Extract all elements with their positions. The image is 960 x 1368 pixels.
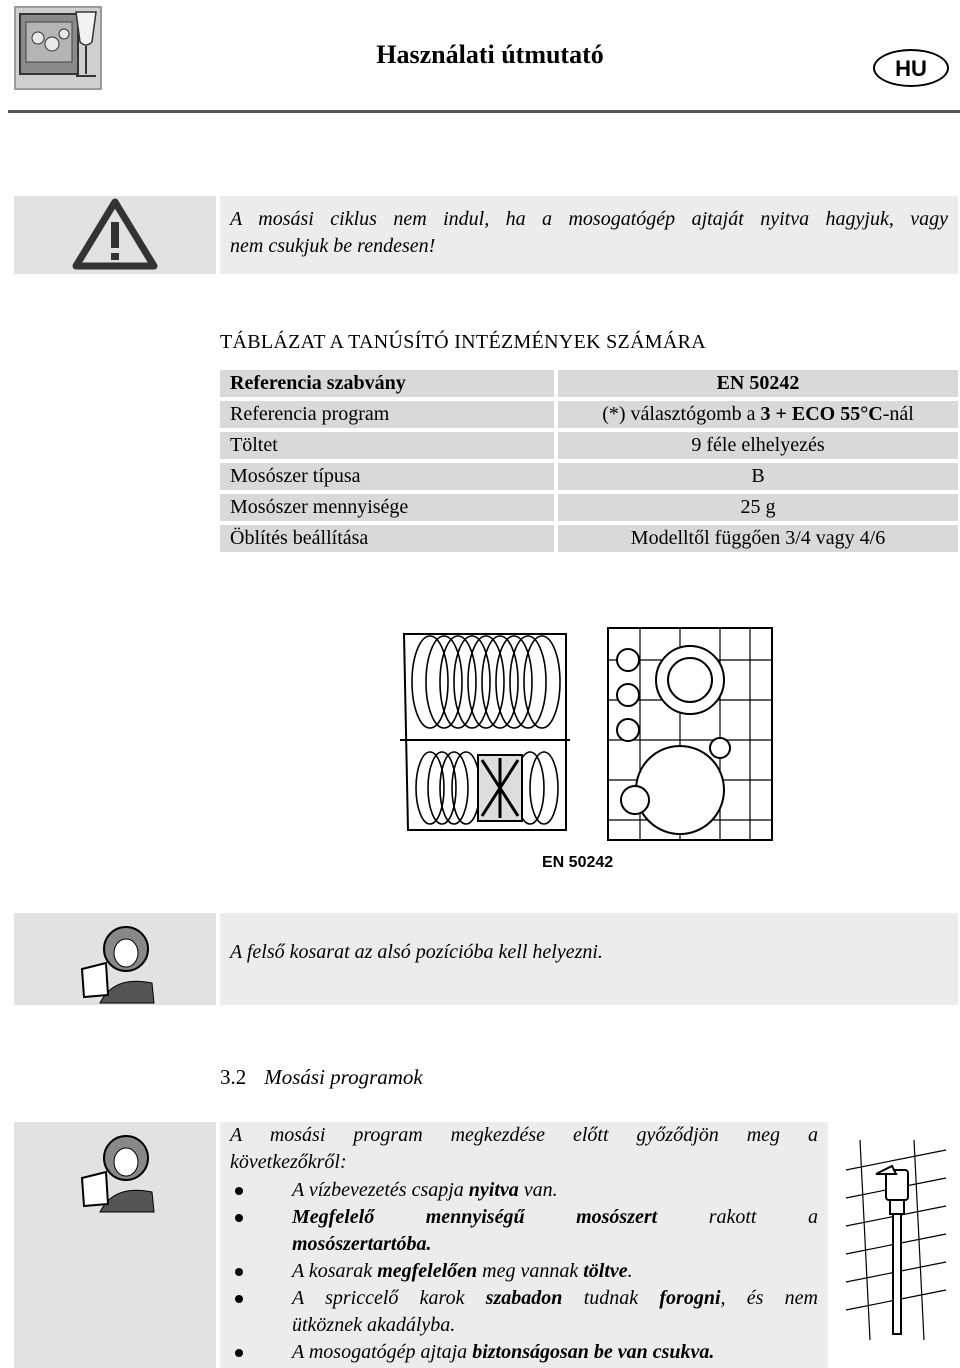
bullet-icon	[235, 1268, 243, 1276]
warning-triangle-icon	[14, 196, 216, 274]
cert-table	[220, 370, 958, 556]
row-value: B	[558, 463, 958, 490]
table-row	[220, 370, 958, 401]
warning-note	[220, 196, 958, 274]
row-value: 9 féle elhelyezés	[558, 432, 958, 459]
water-tap-illustration	[836, 1140, 956, 1340]
tip-icon-cell	[14, 913, 216, 1005]
warning-text-line1: A mosási ciklus nem indul, ha a mosogatógép ajtaját nyitva hagyjuk, vagy	[230, 208, 948, 230]
tip-text: A felső kosarat az alsó pozícióba kell helyezni.	[230, 941, 603, 963]
row-label: Referencia program	[220, 401, 554, 428]
water-tap-icon	[836, 1140, 956, 1340]
dishwasher-glass-logo-icon	[16, 8, 100, 88]
manual-logo	[14, 6, 102, 90]
row-label: Mosószer mennyisége	[220, 494, 554, 521]
cert-table-title: TÁBLÁZAT A TANÚSÍTÓ INTÉZMÉNYEK SZÁMÁRA	[220, 331, 707, 353]
dishwasher-racks-illustration	[390, 620, 790, 880]
bullet-icon	[235, 1295, 243, 1303]
row-value: 25 g	[558, 494, 958, 521]
assistant-lady-icon	[14, 1122, 216, 1214]
table-row	[220, 525, 958, 556]
row-value: EN 50242	[558, 370, 958, 397]
warning-icon-cell	[14, 196, 216, 274]
bullet-icon	[235, 1187, 243, 1195]
list-item: A spriccelő karok szabadon tudnak forogni, és nem ütköznek akadályba.	[220, 1285, 828, 1339]
bullet-icon	[235, 1214, 243, 1222]
row-label: Öblítés beállítása	[220, 525, 554, 552]
bullet-icon	[235, 1349, 243, 1357]
list-item: A kosarak megfelelően meg vannak töltve.	[220, 1258, 828, 1285]
list-item: Megfelelő mennyiségű mosószert rakott a mosószertartóba.	[220, 1204, 828, 1258]
row-value: (*) választógomb a 3 + ECO 55°C-nál	[558, 401, 958, 428]
list-item: A vízbevezetés csapja nyitva van.	[220, 1177, 828, 1204]
rack-loading-figure	[390, 620, 790, 880]
programs-intro-line2: következőkről:	[230, 1151, 347, 1173]
programs-checklist	[220, 1122, 828, 1368]
table-row	[220, 494, 958, 525]
tip-note	[220, 913, 958, 1005]
figure-caption: EN 50242	[542, 854, 614, 871]
section-number: 3.2	[220, 1065, 247, 1089]
list-item: A mosogatógép ajtaja biztonságosan be van csukva.	[220, 1339, 828, 1366]
table-row	[220, 401, 958, 432]
section-heading	[220, 1065, 423, 1090]
programs-icon-cell	[14, 1122, 216, 1368]
bullet-list	[220, 1177, 828, 1366]
programs-intro-line1: A mosási program megkezdése előtt győződjön meg a	[230, 1124, 818, 1146]
row-label: Referencia szabvány	[220, 370, 554, 397]
language-badge: HU	[873, 49, 949, 87]
header-divider	[8, 110, 960, 113]
row-label: Töltet	[220, 432, 554, 459]
table-row	[220, 463, 958, 494]
page-title: Használati útmutató	[376, 40, 604, 69]
warning-text-line2: nem csukjuk be rendesen!	[230, 235, 436, 257]
assistant-lady-icon	[14, 913, 216, 1005]
row-value: Modelltől függően 3/4 vagy 4/6	[558, 525, 958, 552]
table-row	[220, 432, 958, 463]
section-title: Mosási programok	[264, 1065, 423, 1089]
row-label: Mosószer típusa	[220, 463, 554, 490]
